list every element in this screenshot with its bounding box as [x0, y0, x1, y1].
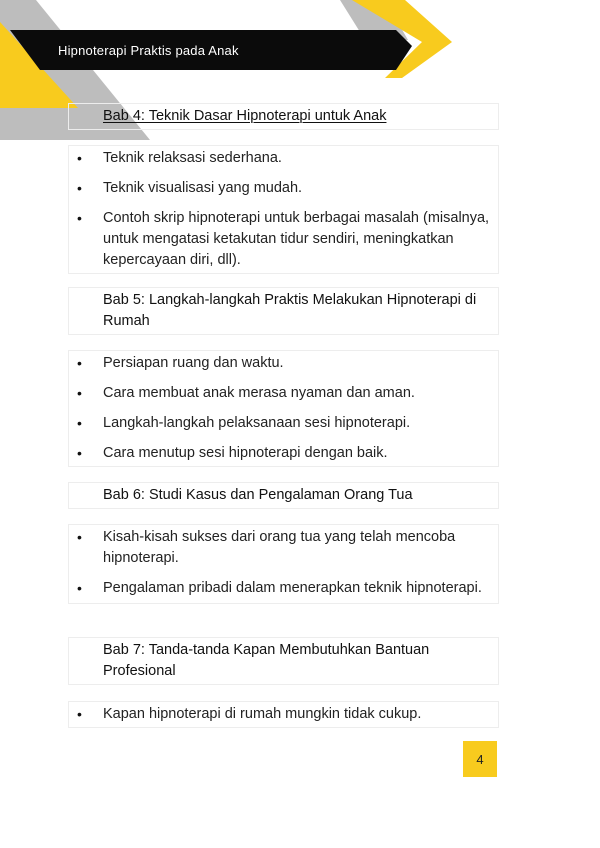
- list-item: • Contoh skrip hipnoterapi untuk berbagai masalah (misalnya, untuk mengatasi ketakutan tidur sendiri, meningkatkan kepercayaan diri, dll).: [69, 208, 498, 271]
- chapter-heading-bab-5: [68, 287, 499, 335]
- chapter-list-bab-7: [68, 701, 499, 728]
- list-item: • Kisah-kisah sukses dari orang tua yang telah mencoba hipnoterapi.: [69, 527, 498, 569]
- chapter-title: Bab 4: Teknik Dasar Hipnoterapi untuk Anak: [103, 108, 387, 124]
- list-item: • Langkah-langkah pelaksanaan sesi hipnoterapi.: [69, 413, 498, 434]
- list-item: • Teknik relaksasi sederhana.: [69, 148, 498, 169]
- chapter-title: Bab 6: Studi Kasus dan Pengalaman Orang Tua: [103, 487, 413, 503]
- page-number: 4: [476, 751, 484, 767]
- chapter-heading-bab-7: [68, 637, 499, 685]
- chapter-title: Bab 5: Langkah-langkah Praktis Melakukan Hipnoterapi di Rumah: [103, 292, 477, 329]
- chapter-list-bab-6: [68, 524, 499, 604]
- list-item: • Kapan hipnoterapi di rumah mungkin tidak cukup.: [69, 704, 498, 725]
- chapter-list-bab-4: [68, 145, 499, 274]
- chapter-title: Bab 7: Tanda-tanda Kapan Membutuhkan Bantuan Profesional: [103, 642, 430, 679]
- header-title: Hipnoterapi Praktis pada Anak: [58, 43, 239, 58]
- chapter-list-bab-5: [68, 350, 499, 467]
- page-number-badge: [463, 741, 497, 777]
- list-item: • Cara menutup sesi hipnoterapi dengan baik.: [69, 443, 498, 464]
- list-item: • Pengalaman pribadi dalam menerapkan teknik hipnoterapi.: [69, 578, 498, 599]
- chapter-heading-bab-4: [68, 103, 499, 130]
- list-item: • Cara membuat anak merasa nyaman dan aman.: [69, 383, 498, 404]
- chapter-heading-bab-6: [68, 482, 499, 509]
- list-item: • Persiapan ruang dan waktu.: [69, 353, 498, 374]
- list-item: • Teknik visualisasi yang mudah.: [69, 178, 498, 199]
